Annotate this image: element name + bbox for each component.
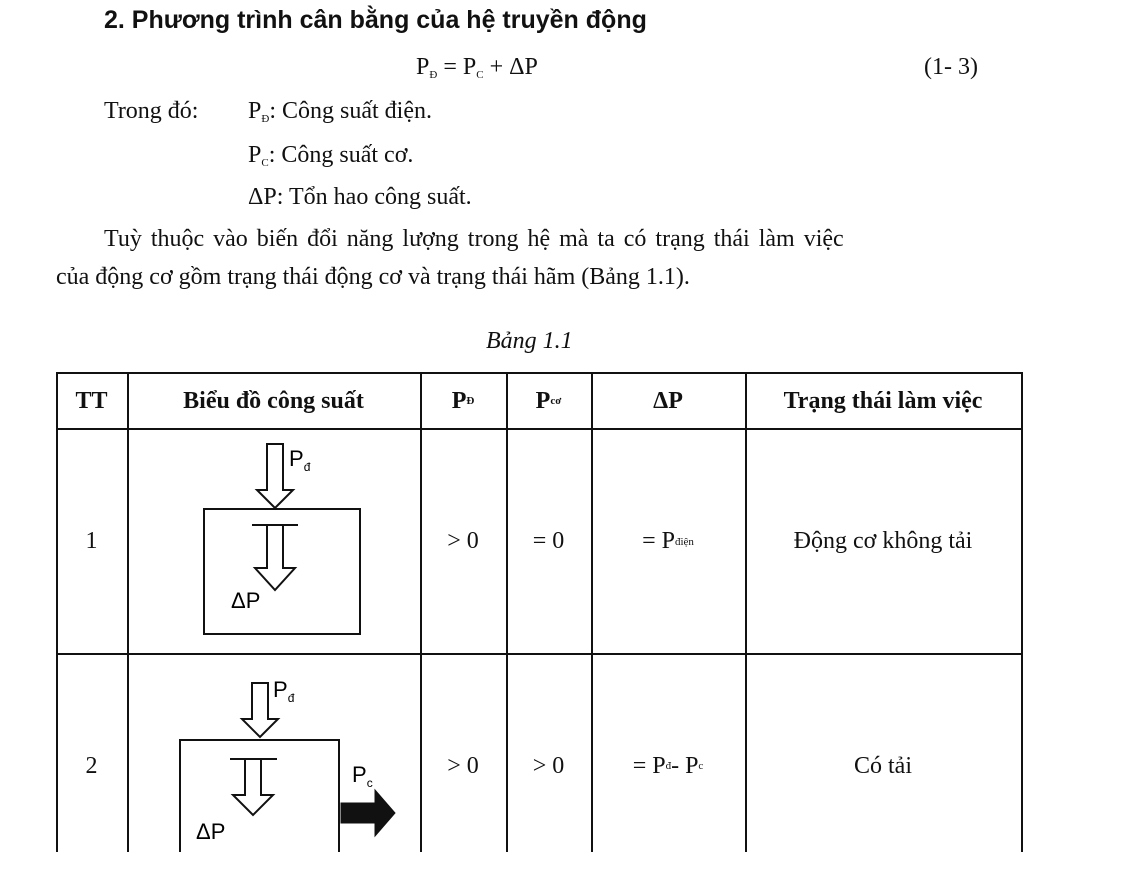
equation-number: (1- 3) — [924, 54, 978, 80]
paragraph-line-2: của động cơ gồm trạng thái động cơ và trạng thái hãm (Bảng 1.1). — [56, 264, 690, 290]
row1-dp: = P điện — [642, 528, 694, 554]
output-power-arrow-icon — [341, 790, 395, 836]
row2-pd: > 0 — [447, 752, 479, 779]
where-intro: Trong đó: — [104, 98, 199, 124]
header-tt: TT — [75, 387, 108, 414]
header-pd: P Đ — [451, 387, 475, 414]
equation-rhs-rest: + ΔP — [489, 54, 538, 80]
loss-arrow-icon — [255, 525, 295, 590]
equation-lhs-sub: Đ — [429, 69, 438, 81]
header-diagram: Biểu đồ công suất — [183, 387, 364, 414]
header-pco: P cơ — [535, 387, 562, 414]
row2-state: Có tải — [854, 752, 912, 779]
row2-dp: = P đ - P c — [632, 752, 704, 779]
table-rule — [1021, 372, 1023, 852]
loss-label: ΔP — [231, 588, 261, 613]
power-state-table — [56, 372, 1023, 852]
header-state: Trạng thái làm việc — [783, 387, 983, 414]
row1-pd: > 0 — [447, 528, 479, 554]
equation-rhs-sub: C — [476, 69, 484, 81]
output-power-label: $P_c$ — [352, 762, 373, 790]
input-power-arrow-icon — [257, 444, 293, 508]
loss-label: ΔP — [196, 819, 226, 844]
row1-power-diagram — [127, 430, 420, 653]
row2-power-diagram — [127, 655, 420, 852]
section-heading: 2. Phương trình cân bằng của hệ truyền động — [104, 6, 647, 34]
input-power-label: $P_đ$ — [289, 446, 311, 474]
paragraph-line-1: Tuỳ thuộc vào biến đổi năng lượng trong hệ mà ta có trạng thái làm việc — [104, 226, 844, 252]
row2-pco: > 0 — [532, 752, 565, 779]
row2-tt: 2 — [85, 752, 98, 779]
where-item: PC: Công suất cơ. — [248, 142, 414, 169]
row1-tt: 1 — [85, 528, 98, 554]
row1-state: Động cơ không tải — [793, 528, 973, 554]
input-power-label: $P_đ$ — [273, 677, 295, 705]
where-item: PĐ: Công suất điện. — [248, 98, 432, 125]
loss-arrow-icon — [233, 759, 273, 815]
where-item: ΔP: Tổn hao công suất. — [248, 184, 472, 210]
equation: PĐ = PC + ΔP — [416, 54, 538, 81]
equation-lhs: P — [416, 54, 430, 80]
table-caption: Bảng 1.1 — [486, 328, 573, 354]
equation-rhs-p: P — [462, 54, 477, 80]
row1-pco: = 0 — [532, 528, 565, 554]
header-dp: ΔP — [653, 387, 683, 414]
